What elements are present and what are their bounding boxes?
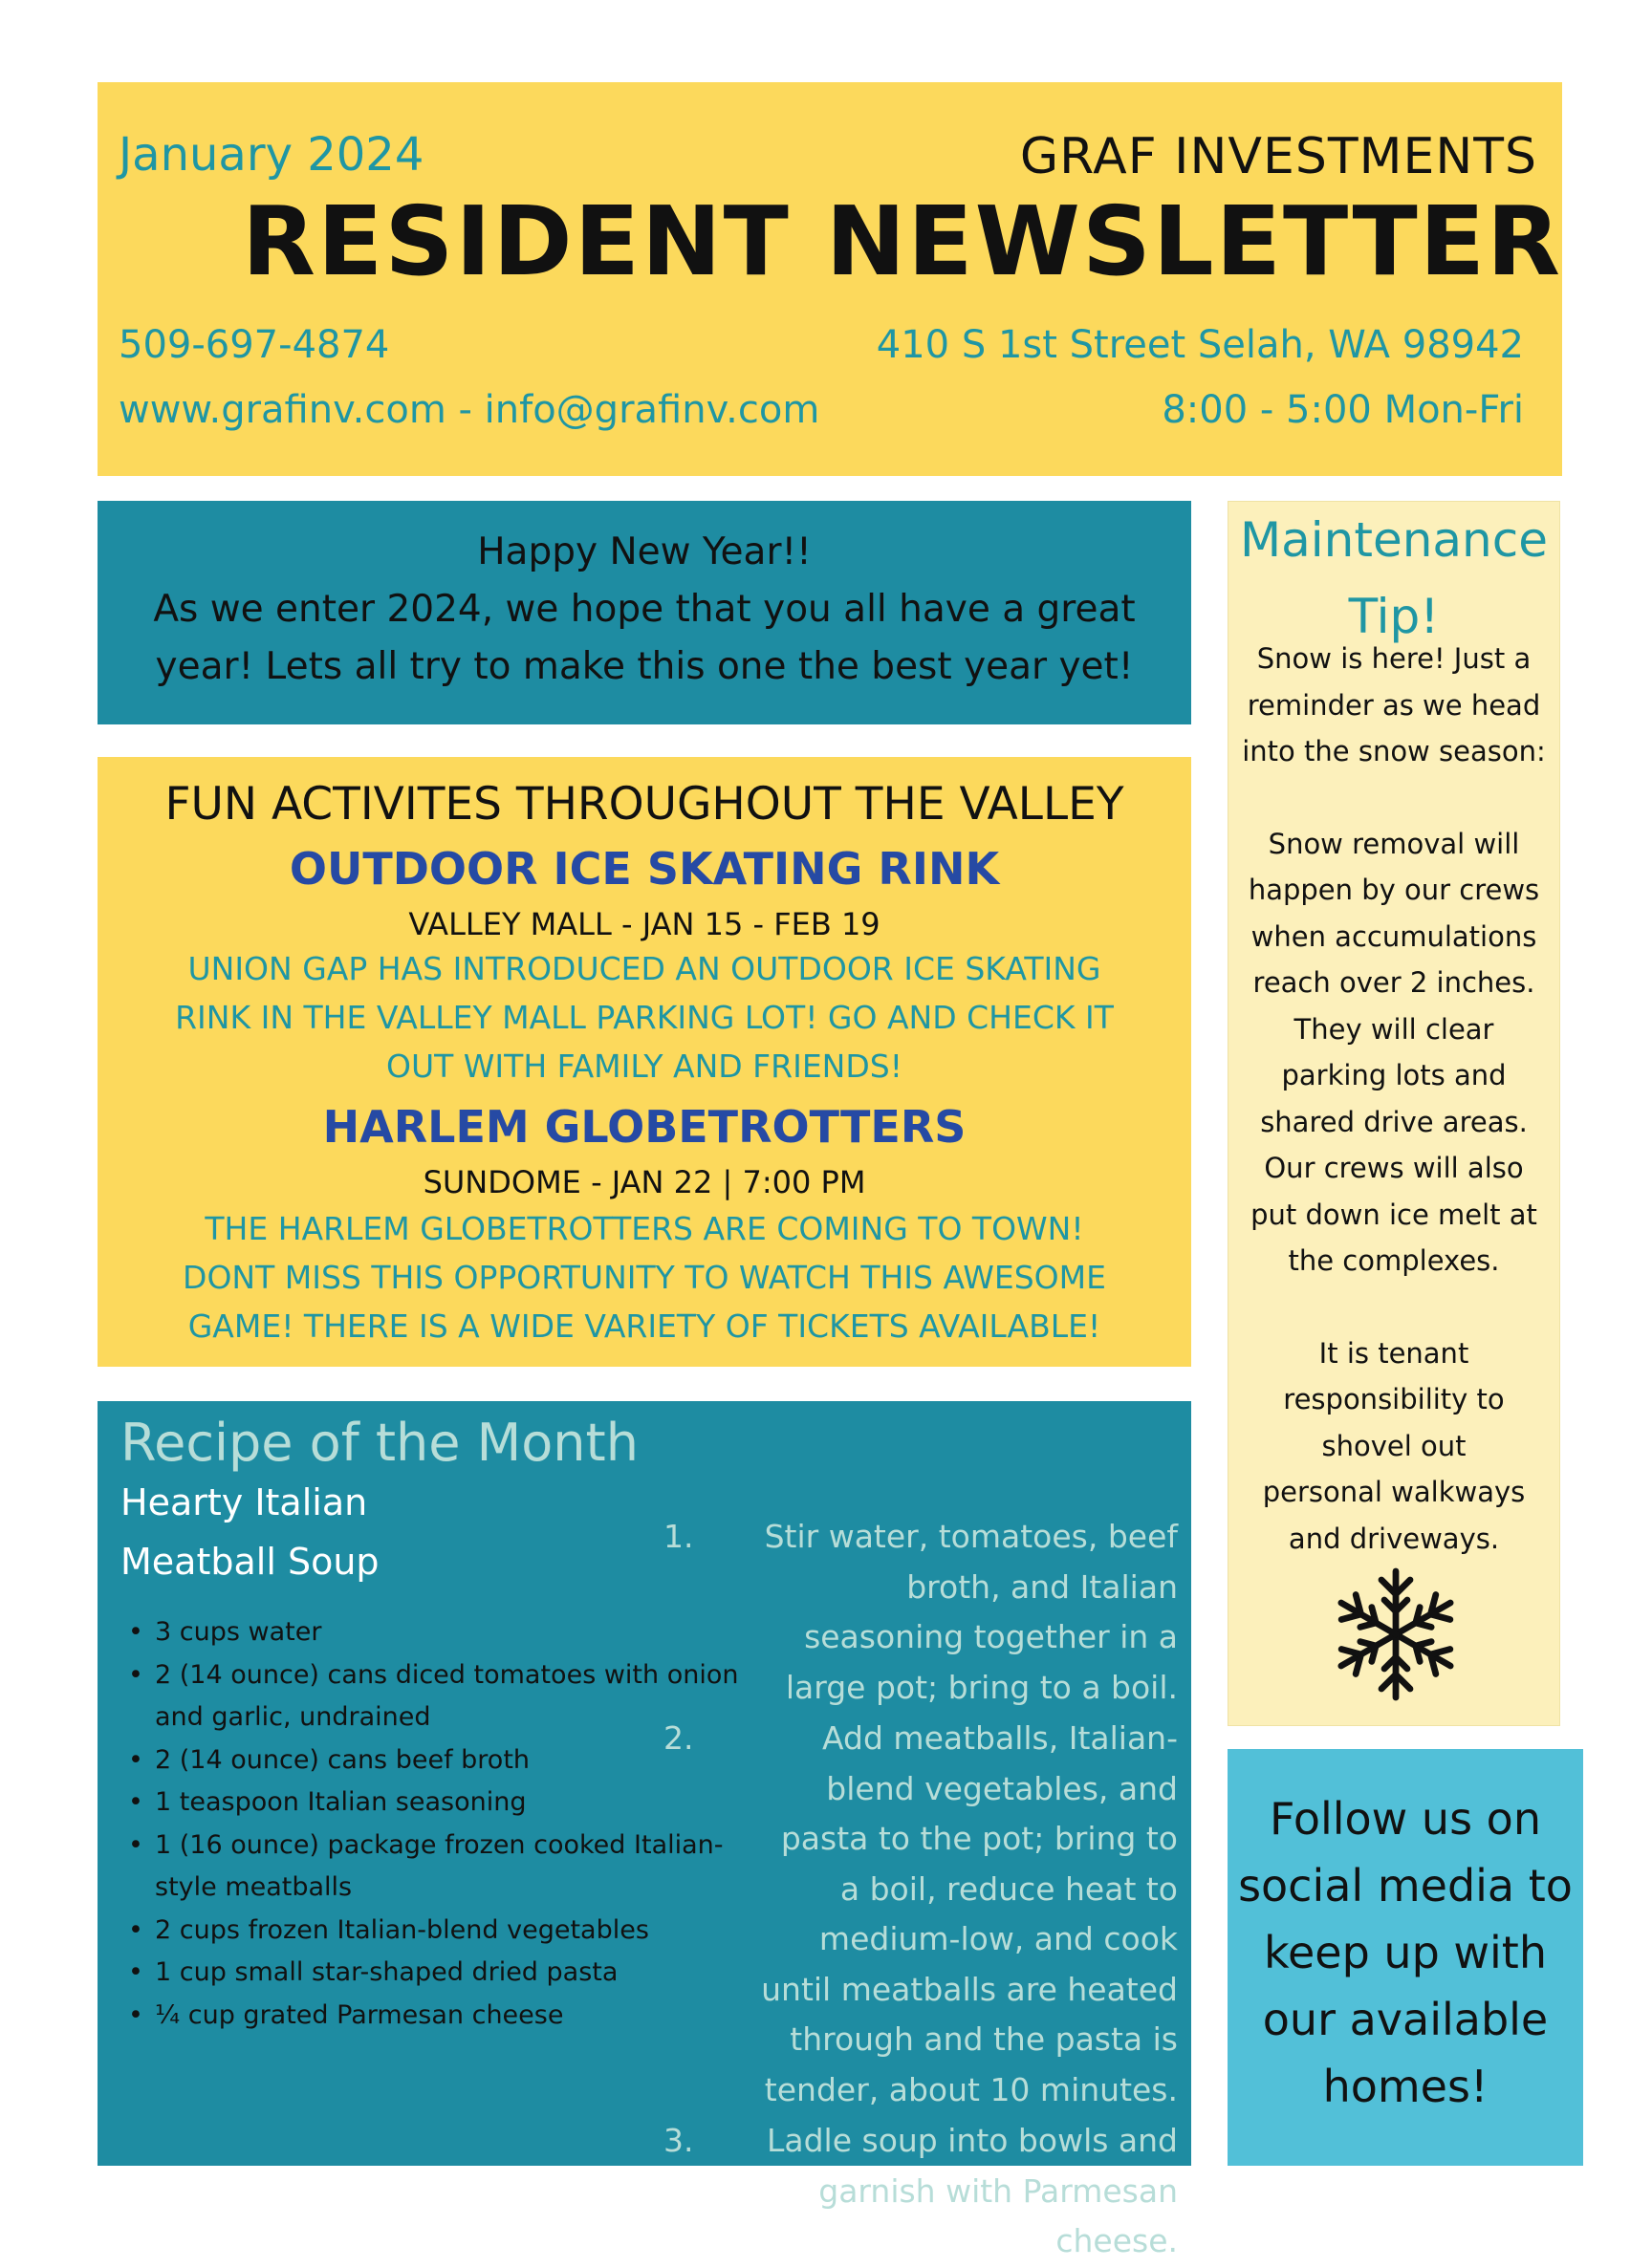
event-description	[98, 944, 1191, 1091]
maintenance-title-line: Maintenance	[1240, 512, 1548, 568]
maintenance-paragraph: It is tenant responsibility to shovel out personal walkways and driveways.	[1262, 1336, 1526, 1555]
recipe-heading: Recipe of the Month	[120, 1413, 639, 1473]
event-description	[98, 1204, 1191, 1350]
event-description-line: DONT MISS THIS OPPORTUNITY TO WATCH THIS AWESOME	[183, 1259, 1106, 1296]
event-description-line: UNION GAP HAS INTRODUCED AN OUTDOOR ICE SKATING	[187, 950, 1101, 987]
maintenance-paragraph: Snow is here! Just a reminder as we head into the snow season:	[1242, 642, 1546, 767]
step-text: Ladle soup into bowls and garnish with Parmesan cheese.	[766, 2122, 1178, 2259]
ingredient-item: • 2 (14 ounce) cans diced tomatoes with onion and garlic, undrained	[155, 1654, 757, 1739]
maintenance-title-line: Tip!	[1348, 589, 1440, 644]
phone-number: 509-697-4874	[119, 323, 390, 367]
ingredient-item: • 1 cup small star-shaped dried pasta	[155, 1952, 757, 1995]
social-follow-text: Follow us on social media to keep up with our available homes!	[1238, 1793, 1573, 2112]
ingredient-item: • 3 cups water	[155, 1611, 757, 1654]
recipe-step	[642, 1512, 1178, 1713]
ingredient-item: • ¼ cup grated Parmesan cheese	[155, 1995, 757, 2038]
ingredient-item: • 1 (16 ounce) package frozen cooked Italian-style meatballs	[155, 1825, 757, 1910]
recipe-steps	[642, 1512, 1178, 2268]
issue-date: January 2024	[119, 128, 424, 182]
recipe-step	[642, 1714, 1178, 2115]
activities-section	[98, 757, 1191, 1367]
recipe-name: Hearty Italian	[120, 1481, 368, 1523]
event-description-line: OUT WITH FAMILY AND FRIENDS!	[386, 1048, 902, 1085]
greeting-box	[98, 501, 1191, 724]
ingredient-item: • 2 cups frozen Italian-blend vegetables	[155, 1910, 757, 1953]
activities-title: FUN ACTIVITES THROUGHOUT THE VALLEY	[164, 778, 1124, 831]
office-address: 410 S 1st Street Selah, WA 98942	[876, 323, 1524, 367]
office-hours: 8:00 - 5:00 Mon-Fri	[1162, 388, 1524, 432]
recipe-section	[98, 1401, 1191, 2259]
ingredient-item: • 2 (14 ounce) cans beef broth	[155, 1739, 757, 1782]
step-number: 1.	[663, 1518, 694, 1555]
ingredient-item: • 1 teaspoon Italian seasoning	[155, 1782, 757, 1825]
step-number: 2.	[663, 1719, 694, 1757]
greeting-line: As we enter 2024, we hope that you all have a great	[153, 588, 1136, 631]
step-number: 3.	[663, 2122, 694, 2159]
newsletter-header	[98, 82, 1562, 476]
greeting-line: year! Lets all try to make this one the best year yet!	[155, 645, 1134, 688]
event-subtitle: SUNDOME - JAN 22 | 7:00 PM	[423, 1164, 866, 1200]
recipe-step	[642, 2116, 1178, 2267]
event-title: OUTDOOR ICE SKATING RINK	[289, 843, 1000, 895]
website-email: www.grafinv.com - info@grafinv.com	[119, 388, 820, 432]
maintenance-title	[1228, 502, 1559, 655]
event-description-line: GAME! THERE IS A WIDE VARIETY OF TICKETS AVAILABLE!	[187, 1307, 1101, 1345]
step-text: Stir water, tomatoes, beef broth, and Italian seasoning together in a large pot; bring to a boil.	[764, 1518, 1178, 1706]
event-subtitle: VALLEY MALL - JAN 15 - FEB 19	[408, 906, 880, 942]
social-follow-box	[1228, 1749, 1583, 2166]
event-description-line: RINK IN THE VALLEY MALL PARKING LOT! GO AND CHECK IT	[175, 999, 1114, 1036]
event-description-line: THE HARLEM GLOBETROTTERS ARE COMING TO TOWN!	[205, 1210, 1084, 1247]
event-title: HARLEM GLOBETROTTERS	[322, 1101, 967, 1153]
recipe-name: Meatball Soup	[120, 1541, 380, 1583]
maintenance-body	[1228, 636, 1559, 1562]
snowflake-icon	[1324, 1563, 1467, 1706]
step-text: Add meatballs, Italian-blend vegetables, and pasta to the pot; bring to a boil, reduce heat to medium-low, and cook until meatballs are heated through and the pasta is tender, about 10 minutes.	[761, 1719, 1178, 2108]
maintenance-paragraph: Snow removal will happen by our crews when accumulations reach over 2 inches. They will clear parking lots and shared drive areas. Our crews will also put down ice melt at the complexes.	[1248, 827, 1540, 1277]
newsletter-title: RESIDENT NEWSLETTER	[242, 185, 1562, 297]
greeting-line: Happy New Year!!	[477, 530, 812, 573]
company-name: GRAF INVESTMENTS	[1019, 128, 1537, 185]
maintenance-tip	[1228, 501, 1560, 1726]
